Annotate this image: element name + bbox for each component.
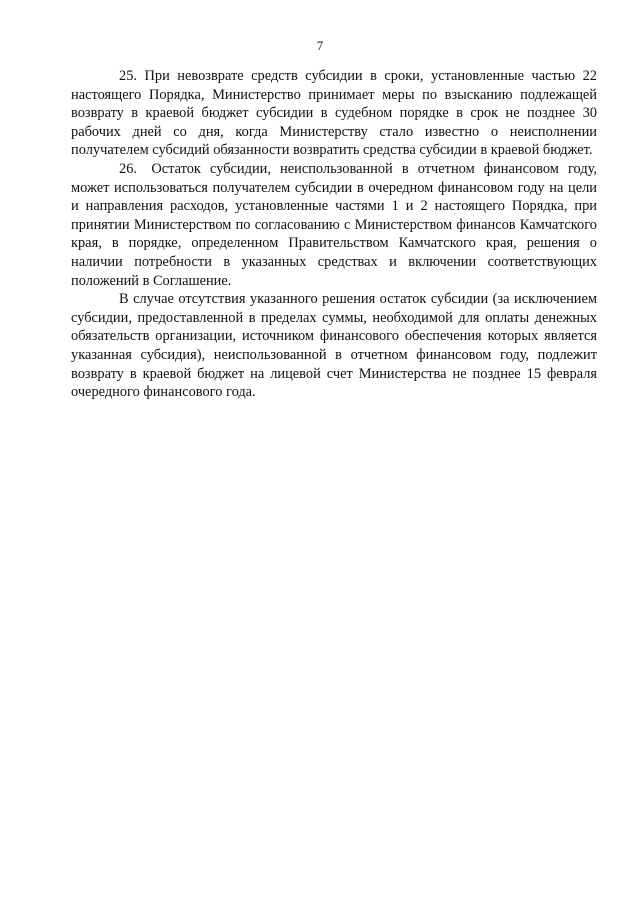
paragraph-26: 26. Остаток субсидии, неиспользованной в отчетном финансовом году, может использоваться получателем субсидии в очередном финансовом году на цели и направления расходов, установленные частями 1 и 2 настоящего Порядка, при принятии Министерством по согласованию с Министерством финансов Камчатского края, в порядке, определенном Правительством Камчатского края, решения о наличии потребности в указанных средствах и включении соответствующих положений в Соглашение. <box>71 160 597 289</box>
document-body <box>71 67 597 402</box>
page-number: 7 <box>316 38 324 53</box>
paragraph-26-continuation: В случае отсутствия указанного решения остаток субсидии (за исключением субсидии, предоставленной в пределах суммы, необходимой для оплаты денежных обязательств организации, источником финансового обеспечения которых является указанная субсидия), неиспользованной в отчетном финансовом году, подлежит возврату в краевой бюджет на лицевой счет Министерства не позднее 15 февраля очередного финансового года. <box>71 291 597 401</box>
paragraph-25: 25. При невозврате средств субсидии в сроки, установленные частью 22 настоящего Порядка, Министерство принимает меры по взысканию подлежащей возврату в краевой бюджет субсидии в судебном порядке в срок не позднее 30 рабочих дней со дня, когда Министерству стало известно о неисполнении получателем субсидий обязанности возвратить средства субсидии в краевой бюджет. <box>71 68 597 159</box>
